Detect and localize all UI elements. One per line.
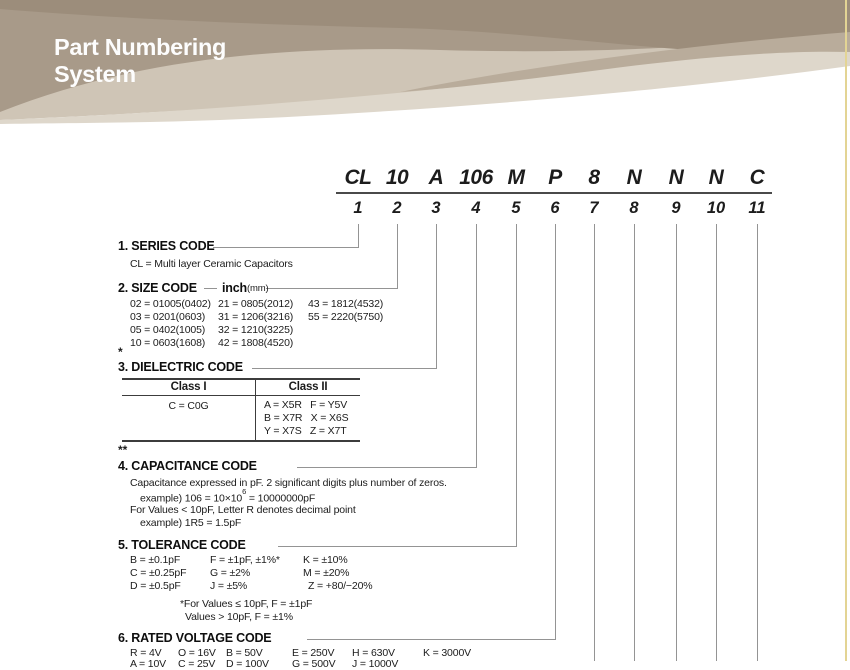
size-entry: 31 = 1206(3216) xyxy=(218,311,294,323)
capacitance-example1-post: = 10000000pF xyxy=(246,492,316,505)
voltage-entry: E = 250V xyxy=(292,647,335,659)
size-entry: 21 = 0805(2012) xyxy=(218,298,294,310)
part-number-code: N xyxy=(708,166,724,189)
size-entry: 42 = 1808(4520) xyxy=(218,337,294,349)
dielectric-code-pair: A = X5R xyxy=(264,399,302,411)
part-number-code: C xyxy=(749,166,765,189)
connector-vline-5 xyxy=(516,224,517,546)
part-number-code: 106 xyxy=(459,166,493,189)
part-number-code: A xyxy=(428,166,444,189)
capacitance-example1 xyxy=(140,486,316,505)
dielectric-class2-row xyxy=(264,399,347,411)
capacitance-example1-pre: example) 106 = 10×10 xyxy=(140,492,243,505)
tolerance-footnote-1: *For Values ≤ 10pF, F = ±1pF xyxy=(180,598,313,610)
dielectric-code-pair: Y = X7S xyxy=(264,425,302,437)
part-number-code: CL xyxy=(344,166,372,189)
tolerance-entry: K = ±10% xyxy=(303,554,348,566)
connector-vline-6 xyxy=(555,224,556,640)
voltage-entry-clipped: J = 1000V xyxy=(352,658,399,670)
part-number-underline xyxy=(336,192,772,194)
capacitance-example2: example) 1R5 = 1.5pF xyxy=(140,517,242,529)
section-tolerance-heading: 5. TOLERANCE CODE xyxy=(118,538,246,552)
page-title-line1: Part Numbering xyxy=(54,34,227,60)
position-number: 11 xyxy=(748,199,766,217)
voltage-entry: R = 4V xyxy=(130,647,162,659)
size-unit-label: inch xyxy=(222,281,247,295)
dielectric-table-header-underline xyxy=(122,395,360,396)
part-number-code: 10 xyxy=(385,166,409,189)
size-entry: 02 = 01005(0402) xyxy=(130,298,211,310)
voltage-entry-clipped: D = 100V xyxy=(226,658,269,670)
dielectric-code-pair: B = X7R xyxy=(264,412,303,424)
section-dielectric-heading: 3. DIELECTRIC CODE xyxy=(118,360,243,374)
position-number: 9 xyxy=(671,199,681,217)
tolerance-entry: G = ±2% xyxy=(210,567,251,579)
position-number: 1 xyxy=(353,199,363,217)
position-number: 8 xyxy=(629,199,639,217)
page-title xyxy=(54,34,226,88)
page-title-line2: System xyxy=(54,61,136,87)
position-number: 10 xyxy=(706,199,726,217)
section-series-heading: 1. SERIES CODE xyxy=(118,239,215,253)
header-banner xyxy=(0,0,850,128)
connector-vline-9 xyxy=(676,224,677,661)
leader-dash-size xyxy=(204,288,217,289)
position-number: 4 xyxy=(471,199,481,217)
dielectric-class2-header: Class II xyxy=(288,381,328,393)
tolerance-entry: J = ±5% xyxy=(210,580,248,592)
position-number: 2 xyxy=(392,199,402,217)
connector-vline-2 xyxy=(397,224,398,288)
dielectric-table-top-border xyxy=(122,378,360,380)
connector-vline-10 xyxy=(716,224,717,661)
voltage-entry: K = 3000V xyxy=(423,647,471,659)
voltage-entry: H = 630V xyxy=(352,647,395,659)
footnote-marker-single: * xyxy=(118,345,123,359)
section-voltage-heading: 6. RATED VOLTAGE CODE xyxy=(118,631,272,645)
section-size-heading: 2. SIZE CODE xyxy=(118,281,197,295)
part-number-code: P xyxy=(548,166,562,189)
capacitance-rule-text: Capacitance expressed in pF. 2 significant digits plus number of zeros. xyxy=(130,477,447,489)
capacitance-rule-text2: For Values < 10pF, Letter R denotes decimal point xyxy=(130,504,356,516)
part-number-code: N xyxy=(668,166,684,189)
part-number-code: N xyxy=(626,166,642,189)
dielectric-code-pair: Z = X7T xyxy=(309,425,347,437)
leader-line-voltage xyxy=(307,639,556,640)
dielectric-class1-value: C = C0G xyxy=(168,400,209,412)
position-number: 3 xyxy=(431,199,441,217)
connector-vline-4 xyxy=(476,224,477,467)
dielectric-class1-header: Class I xyxy=(170,381,207,393)
leader-line-tolerance xyxy=(278,546,517,547)
tolerance-entry: D = ±0.5pF xyxy=(130,580,181,592)
tolerance-entry: Z = +80/−20% xyxy=(308,580,373,592)
capacitance-exponent: 6 xyxy=(242,486,247,496)
position-number: 6 xyxy=(550,199,560,217)
voltage-entry-clipped: C = 25V xyxy=(178,658,216,670)
dielectric-code-pair: X = X6S xyxy=(310,412,349,424)
page-right-edge-line xyxy=(845,0,847,661)
dielectric-code-pair: F = Y5V xyxy=(310,399,348,411)
tolerance-footnote-2: Values > 10pF, F = ±1% xyxy=(185,611,293,623)
leader-line-dielectric xyxy=(252,368,437,369)
dielectric-table-bottom-border xyxy=(122,440,360,442)
tolerance-entry: B = ±0.1pF xyxy=(130,554,181,566)
tolerance-entry: F = ±1pF, ±1%* xyxy=(210,554,280,566)
voltage-entry-clipped: A = 10V xyxy=(130,658,167,670)
connector-vline-11 xyxy=(757,224,758,661)
connector-vline-3 xyxy=(436,224,437,368)
connector-vline-7 xyxy=(594,224,595,661)
tolerance-entry: C = ±0.25pF xyxy=(130,567,187,579)
voltage-entry: B = 50V xyxy=(226,647,263,659)
size-entry: 10 = 0603(1608) xyxy=(130,337,206,349)
part-number-code: M xyxy=(507,166,525,189)
position-number: 7 xyxy=(589,199,599,217)
connector-vline-1 xyxy=(358,224,359,247)
size-unit-paren: (mm) xyxy=(247,283,269,294)
part-number-code: 8 xyxy=(588,166,600,189)
dielectric-class2-row xyxy=(264,425,346,437)
leader-line-series xyxy=(213,247,359,248)
voltage-entry-clipped: G = 500V xyxy=(292,658,336,670)
series-description: CL = Multi layer Ceramic Capacitors xyxy=(130,258,293,270)
size-entry: 43 = 1812(4532) xyxy=(308,298,384,310)
position-number: 5 xyxy=(511,199,521,217)
size-entry: 03 = 0201(0603) xyxy=(130,311,206,323)
footnote-marker-double: ** xyxy=(118,443,128,457)
connector-vline-8 xyxy=(634,224,635,661)
section-capacitance-heading: 4. CAPACITANCE CODE xyxy=(118,459,257,473)
size-entry: 05 = 0402(1005) xyxy=(130,324,206,336)
size-entry: 32 = 1210(3225) xyxy=(218,324,294,336)
size-entry: 55 = 2220(5750) xyxy=(308,311,384,323)
leader-line-capacitance xyxy=(297,467,477,468)
dielectric-class2-row xyxy=(264,412,348,424)
tolerance-entry: M = ±20% xyxy=(303,567,350,579)
leader-line-size xyxy=(266,288,398,289)
voltage-entry: O = 16V xyxy=(178,647,216,659)
